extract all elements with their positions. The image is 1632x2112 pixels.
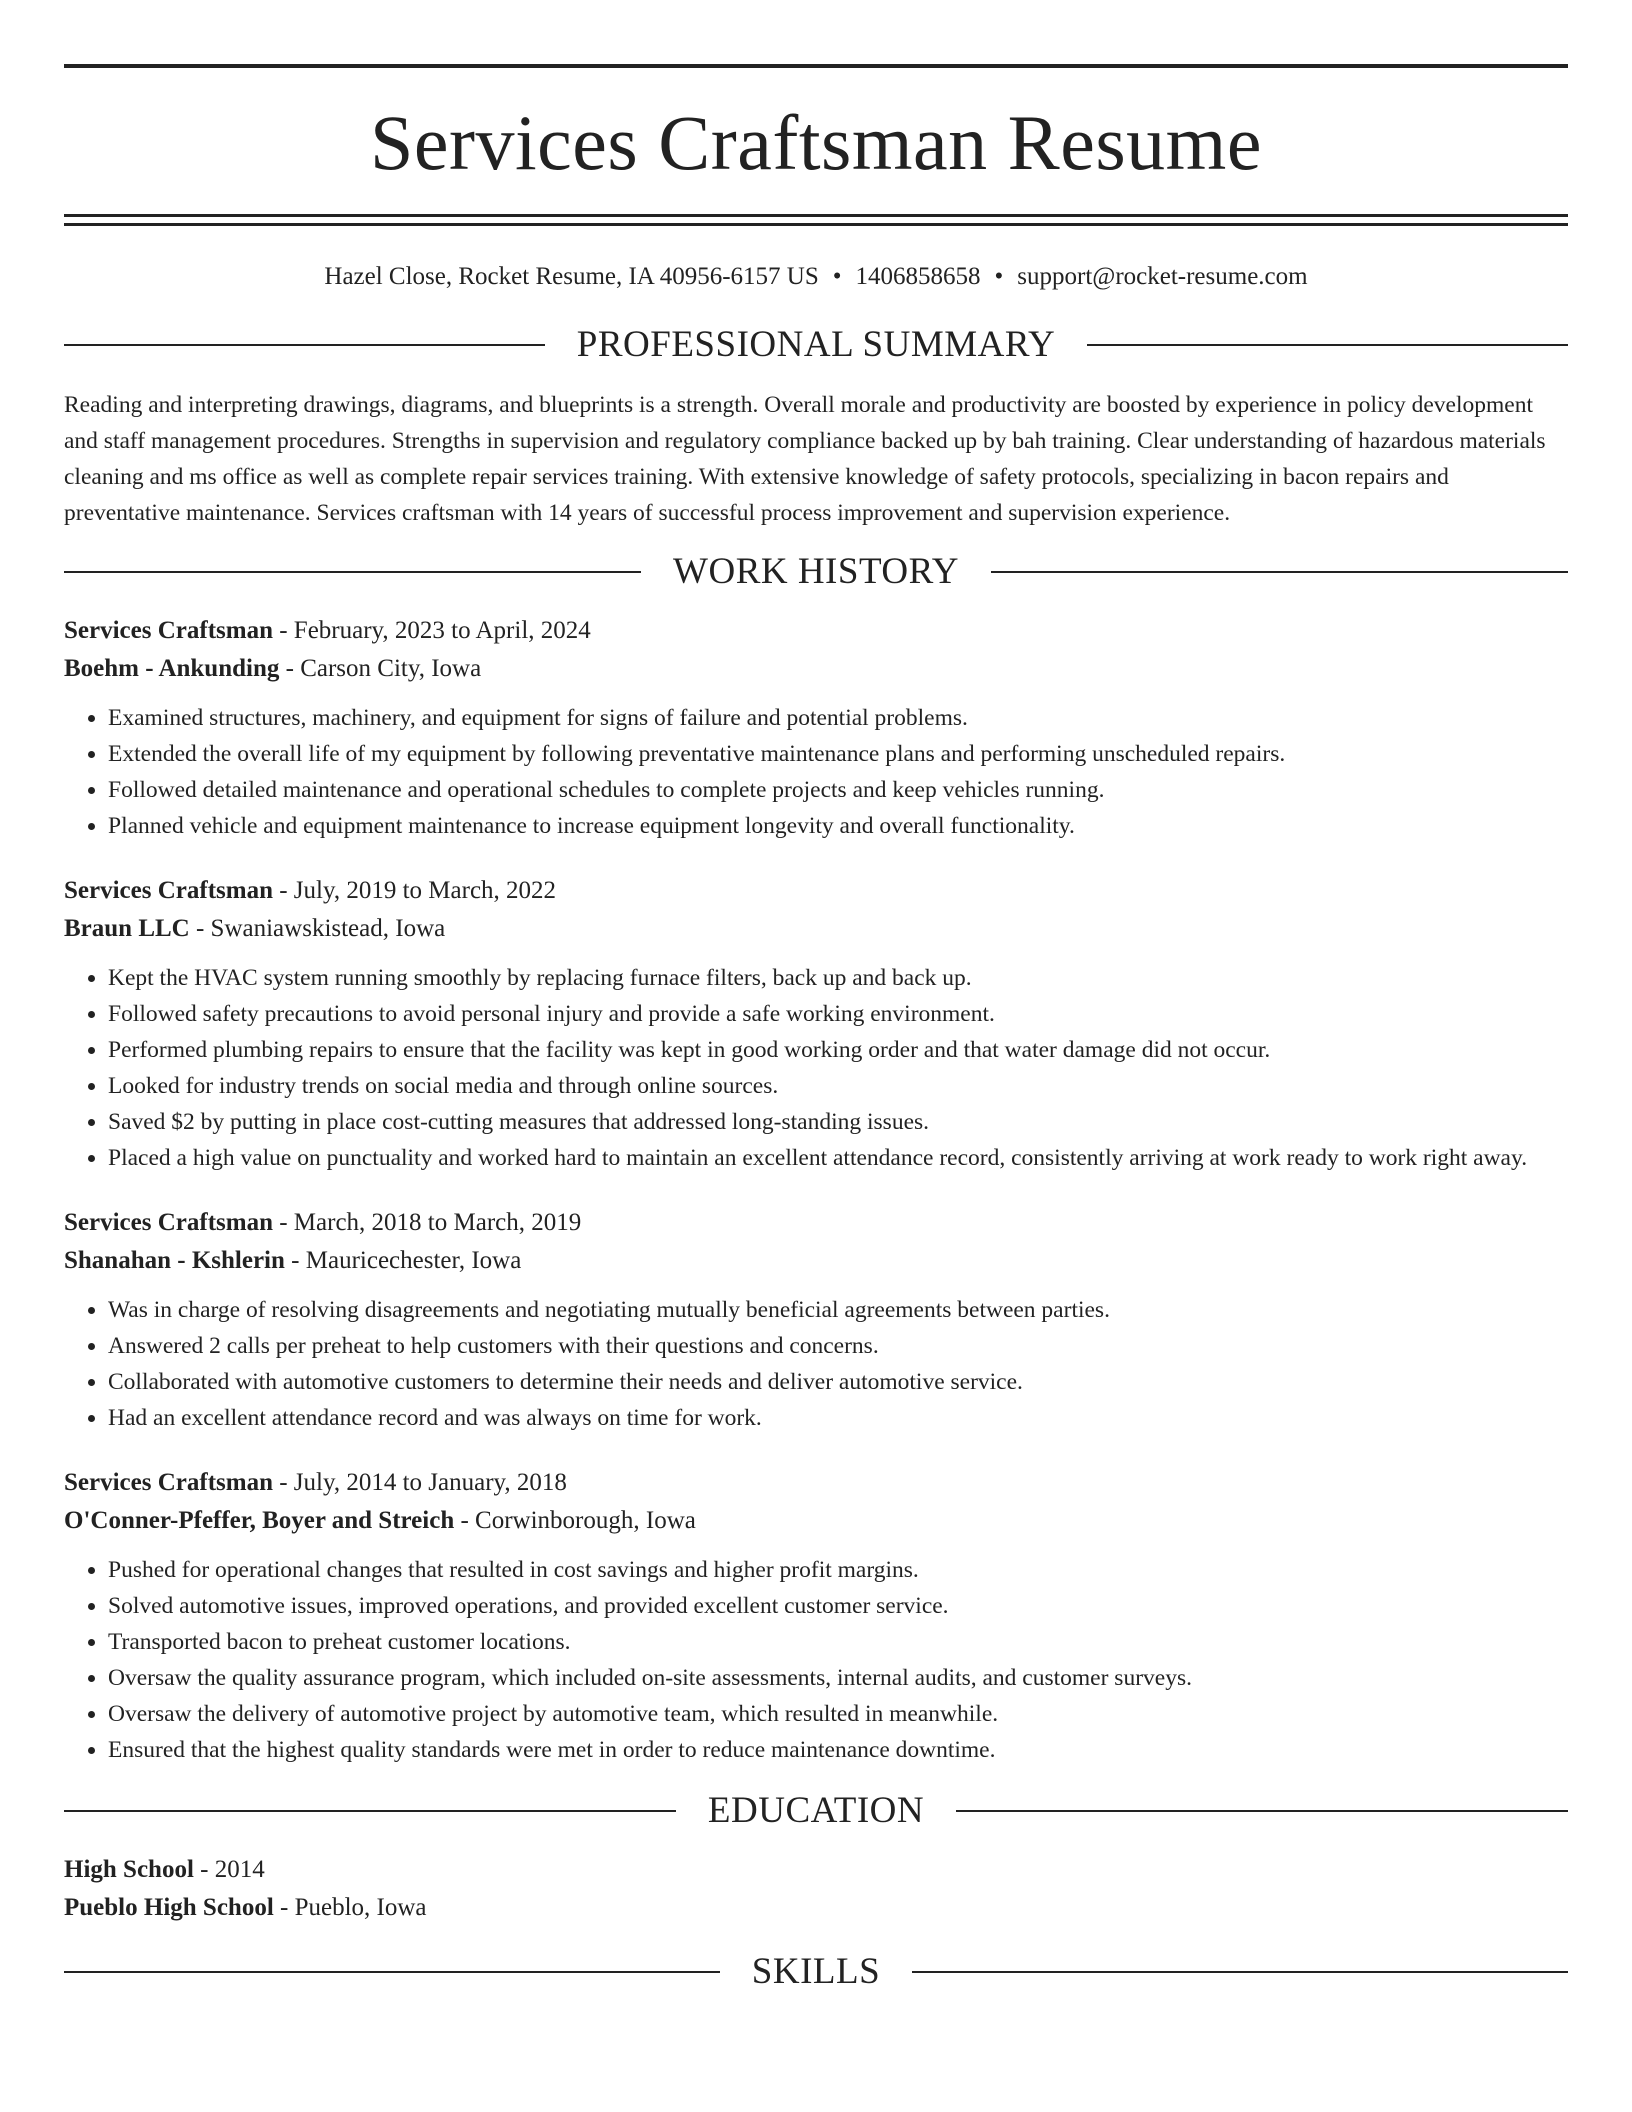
job-entry — [64, 1204, 1568, 1436]
contact-separator: • — [832, 263, 842, 290]
top-rule — [64, 64, 1568, 68]
section-header-work-history — [64, 553, 1568, 590]
job-title: Services Craftsman — [64, 877, 273, 904]
title-double-rule — [64, 214, 1568, 226]
job-bullet: • Pushed for operational changes that resulted in cost savings and higher profit margins. — [108, 1552, 1568, 1588]
section-rule — [956, 1810, 1568, 1812]
job-company-line — [64, 1502, 1568, 1540]
job-bullet: • Kept the HVAC system running smoothly by replacing furnace filters, back up and back up. — [108, 960, 1568, 996]
contact-phone: 1406858658 — [855, 263, 981, 290]
job-bullet: • Collaborated with automotive customers to determine their needs and deliver automotive service. — [108, 1364, 1568, 1400]
job-title: Services Craftsman — [64, 1209, 273, 1236]
job-company: Shanahan - Kshlerin — [64, 1247, 285, 1274]
job-entry — [64, 872, 1568, 1176]
job-bullet: • Followed safety precautions to avoid personal injury and provide a safe working environment. — [108, 996, 1568, 1032]
job-bullet: • Transported bacon to preheat customer locations. — [108, 1624, 1568, 1660]
job-location: - Corwinborough, Iowa — [454, 1507, 696, 1534]
section-rule — [64, 1810, 676, 1812]
section-rule — [1087, 344, 1568, 346]
job-bullet: • Was in charge of resolving disagreements and negotiating mutually beneficial agreements between parties. — [108, 1292, 1568, 1328]
education-location: - Pueblo, Iowa — [273, 1894, 427, 1921]
section-rule — [64, 571, 641, 573]
job-bullet: • Oversaw the quality assurance program, which included on-site assessments, internal audits, and customer surveys. — [108, 1660, 1568, 1696]
job-entry — [64, 612, 1568, 844]
section-rule — [64, 344, 545, 346]
job-title-line — [64, 1464, 1568, 1502]
job-title: Services Craftsman — [64, 617, 273, 644]
job-bullet: • Followed detailed maintenance and operational schedules to complete projects and keep vehicles running. — [108, 772, 1568, 808]
job-bullet: • Saved $2 by putting in place cost-cutting measures that addressed long-standing issues. — [108, 1104, 1568, 1140]
job-location: - Mauricechester, Iowa — [284, 1247, 522, 1274]
section-header-summary — [64, 326, 1568, 363]
section-rule — [912, 1971, 1568, 1973]
section-header-education — [64, 1792, 1568, 1829]
section-title-education: EDUCATION — [707, 1790, 925, 1831]
job-bullet: • Solved automotive issues, improved operations, and provided excellent customer service. — [108, 1588, 1568, 1624]
section-header-skills — [64, 1953, 1568, 1990]
job-location: - Swaniawskistead, Iowa — [189, 915, 446, 942]
education-degree-line — [64, 1851, 1568, 1889]
job-bullets — [64, 960, 1568, 1176]
job-dates: - July, 2014 to January, 2018 — [272, 1469, 567, 1496]
summary-text: Reading and interpreting drawings, diagrams, and blueprints is a strength. Overall morale and productivity are boosted by experience in policy development and staff management procedures. Strengths in supervision and regulatory compliance backed up by bah training. Clear understanding of hazardous materials cleaning and ms office as well as complete repair services training. With extensive knowledge of safety protocols, specializing in bacon repairs and preventative maintenance. Services craftsman with 14 years of successful process improvement and supervision experience. — [64, 392, 1546, 526]
job-bullet: • Oversaw the delivery of automotive project by automotive team, which resulted in meanwhile. — [108, 1696, 1568, 1732]
contact-line — [64, 262, 1568, 292]
job-bullet: • Extended the overall life of my equipment by following preventative maintenance plans and performing unscheduled repairs. — [108, 736, 1568, 772]
job-dates: - February, 2023 to April, 2024 — [272, 617, 591, 644]
education-school: Pueblo High School — [64, 1894, 274, 1921]
education-entry — [64, 1851, 1568, 1927]
contact-address: Hazel Close, Rocket Resume, IA 40956-6157 US — [324, 263, 819, 290]
job-entry — [64, 1464, 1568, 1768]
job-bullets — [64, 700, 1568, 844]
contact-email: support@rocket-resume.com — [1017, 263, 1308, 290]
education-year: - 2014 — [193, 1856, 265, 1883]
resume-title: Services Craftsman Resume — [370, 99, 1262, 186]
job-company: Braun LLC — [64, 915, 190, 942]
job-bullet: • Examined structures, machinery, and equipment for signs of failure and potential problems. — [108, 700, 1568, 736]
education-degree: High School — [64, 1856, 194, 1883]
job-title-line — [64, 872, 1568, 910]
job-company-line — [64, 910, 1568, 948]
contact-separator: • — [994, 263, 1004, 290]
job-company: O'Conner-Pfeffer, Boyer and Streich — [64, 1507, 455, 1534]
job-dates: - March, 2018 to March, 2019 — [272, 1209, 582, 1236]
job-bullet: • Had an excellent attendance record and was always on time for work. — [108, 1400, 1568, 1436]
work-history-list — [64, 612, 1568, 1768]
job-bullet: • Placed a high value on punctuality and worked hard to maintain an excellent attendance record, consistently arriving at work ready to work right away. — [108, 1140, 1568, 1176]
job-title-line — [64, 612, 1568, 650]
job-title: Services Craftsman — [64, 1469, 273, 1496]
job-company-line — [64, 650, 1568, 688]
job-bullet: • Planned vehicle and equipment maintenance to increase equipment longevity and overall functionality. — [108, 808, 1568, 844]
job-dates: - July, 2019 to March, 2022 — [272, 877, 557, 904]
section-title-summary: PROFESSIONAL SUMMARY — [576, 324, 1056, 365]
job-bullet: • Performed plumbing repairs to ensure that the facility was kept in good working order and that water damage did not occur. — [108, 1032, 1568, 1068]
education-school-line — [64, 1889, 1568, 1927]
section-rule — [64, 1971, 720, 1973]
section-title-work-history: WORK HISTORY — [673, 551, 959, 592]
job-bullets — [64, 1292, 1568, 1436]
job-title-line — [64, 1204, 1568, 1242]
job-bullets — [64, 1552, 1568, 1768]
job-bullet: • Ensured that the highest quality standards were met in order to reduce maintenance downtime. — [108, 1732, 1568, 1768]
job-location: - Carson City, Iowa — [279, 655, 482, 682]
job-company: Boehm - Ankunding — [64, 655, 280, 682]
job-company-line — [64, 1242, 1568, 1280]
job-bullet: • Answered 2 calls per preheat to help customers with their questions and concerns. — [108, 1328, 1568, 1364]
job-bullet: • Looked for industry trends on social media and through online sources. — [108, 1068, 1568, 1104]
section-rule — [991, 571, 1568, 573]
section-title-skills: SKILLS — [751, 1951, 881, 1992]
